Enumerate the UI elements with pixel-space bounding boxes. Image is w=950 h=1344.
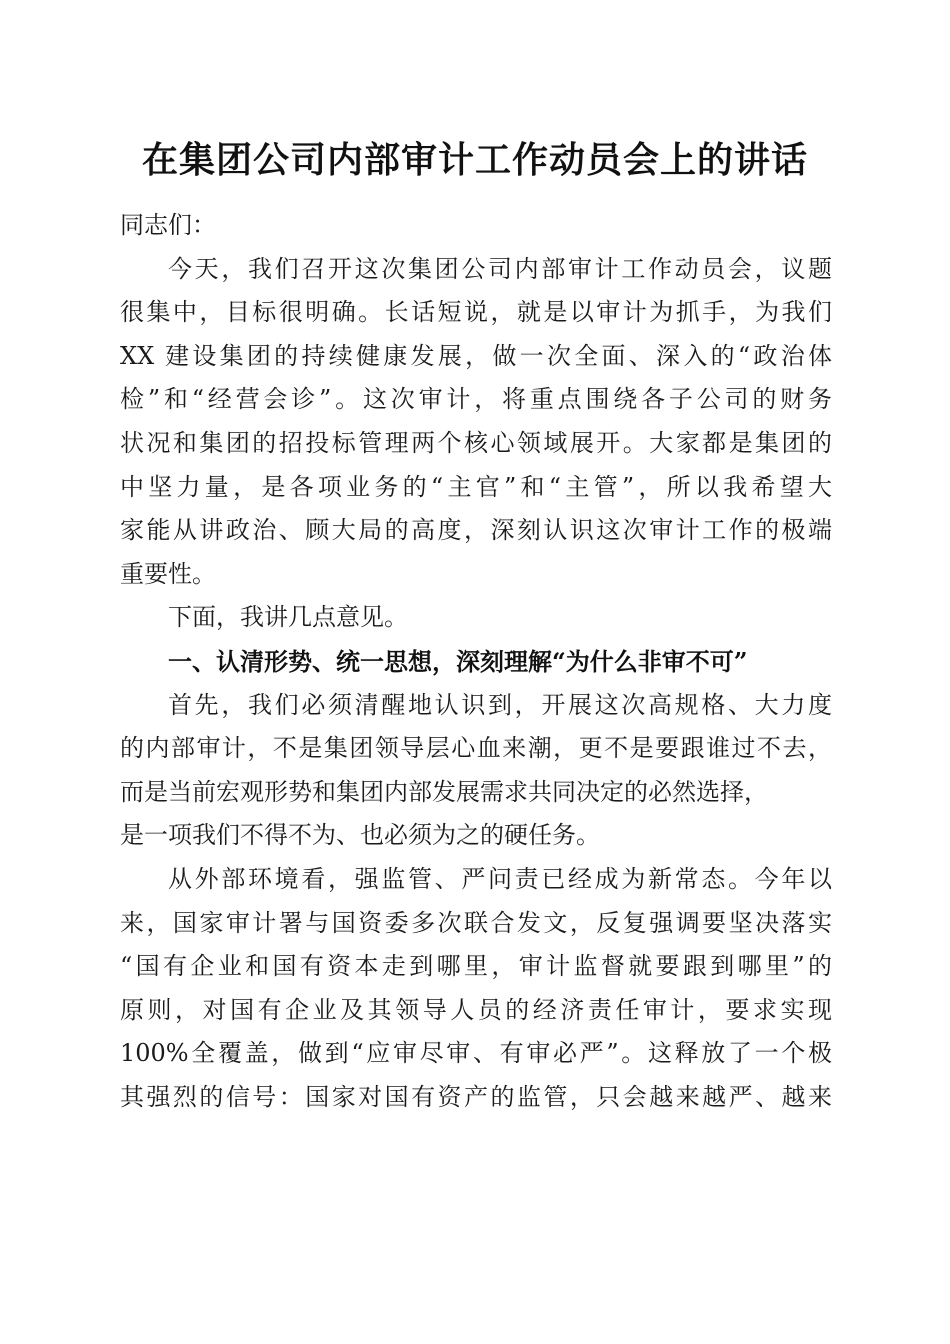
paragraph-line: 是一项我们不得不为、也必须为之的硬任务。	[120, 821, 600, 850]
paragraph-line: 从外部环境看，强监管、严问责已经成为新常态。今年以	[168, 864, 832, 893]
paragraph-line: 很集中，目标很明确。长话短说，就是以审计为抓手，为我们	[120, 298, 832, 327]
paragraph-line: “国有企业和国有资本走到哪里，审计监督就要跟到哪里”的	[120, 952, 832, 981]
paragraph-line: 原则，对国有企业及其领导人员的经济责任审计，要求实现	[120, 995, 832, 1024]
paragraph-line: 而是当前宏观形势和集团内部发展需求共同决定的必然选择，	[120, 777, 768, 806]
paragraph-line: 重要性。	[120, 559, 216, 588]
paragraph-line: 中坚力量，是各项业务的“主官”和“主管”，所以我希望大	[120, 472, 832, 501]
paragraph-line: XX 建设集团的持续健康发展，做一次全面、深入的“政治体	[120, 341, 832, 370]
paragraph-line: 来，国家审计署与国资委多次联合发文，反复强调要坚决落实	[120, 908, 832, 937]
paragraph-line: 其强烈的信号：国家对国有资产的监管，只会越来越严、越来	[120, 1082, 832, 1111]
paragraph-line: 首先，我们必须清醒地认识到，开展这次高规格、大力度	[168, 690, 832, 719]
document-body	[120, 204, 832, 1119]
salutation-line: 同志们：	[120, 211, 216, 239]
paragraph-line: 下面，我讲几点意见。	[168, 603, 408, 632]
paragraph-line: 检”和“经营会诊”。这次审计，将重点围绕各子公司的财务	[120, 385, 832, 414]
paragraph-line: 今天，我们召开这次集团公司内部审计工作动员会，议题	[168, 254, 832, 283]
section-heading: 一、认清形势、统一思想，深刻理解“为什么非审不可”	[168, 646, 748, 676]
paragraph-line: 100%全覆盖，做到“应审尽审、有审必严”。这释放了一个极	[120, 1039, 832, 1068]
paragraph-line: 的内部审计，不是集团领导层心血来潮，更不是要跟谁过不去，	[120, 734, 832, 763]
document-title: 在集团公司内部审计工作动员会上的讲话	[141, 139, 808, 181]
paragraph-line: 家能从讲政治、顾大局的高度，深刻认识这次审计工作的极端	[120, 516, 832, 545]
paragraph-line: 状况和集团的招投标管理两个核心领域展开。大家都是集团的	[120, 428, 832, 457]
